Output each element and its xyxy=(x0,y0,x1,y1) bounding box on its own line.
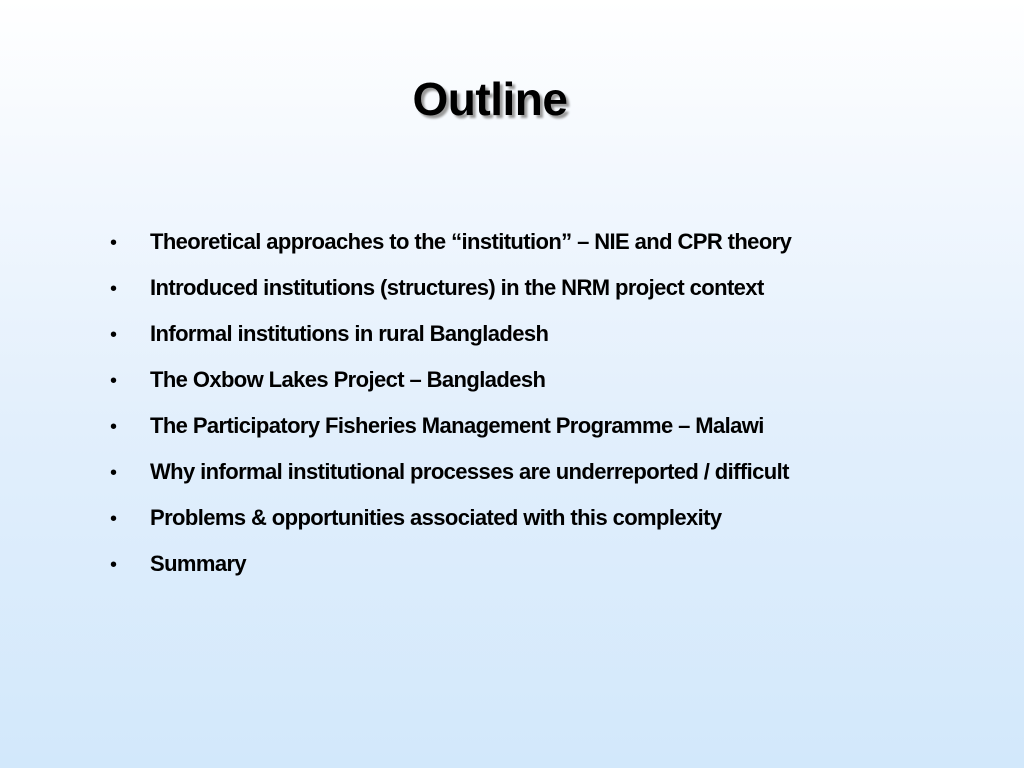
bullet-list xyxy=(110,222,990,590)
bullet-item xyxy=(110,268,990,314)
bullet-icon: • xyxy=(110,324,117,346)
bullet-text: Summary xyxy=(150,551,247,576)
bullet-item xyxy=(110,406,990,452)
bullet-icon: • xyxy=(110,416,117,438)
bullet-item xyxy=(110,452,990,498)
bullet-text: Introduced institutions (structures) in the NRM project context xyxy=(150,275,764,300)
bullet-icon: • xyxy=(110,508,117,530)
bullet-icon: • xyxy=(110,232,117,254)
bullet-icon: • xyxy=(110,370,117,392)
bullet-text: Informal institutions in rural Bangladesh xyxy=(150,321,549,346)
bullet-text: The Participatory Fisheries Management Programme – Malawi xyxy=(150,413,764,438)
bullet-text: Theoretical approaches to the “institution” – NIE and CPR theory xyxy=(150,229,792,254)
bullet-item xyxy=(110,314,990,360)
slide-title: Outline xyxy=(412,73,568,125)
bullet-text: Problems & opportunities associated with this complexity xyxy=(150,505,722,530)
bullet-icon: • xyxy=(110,462,117,484)
bullet-text: Why informal institutional processes are underreported / difficult xyxy=(150,459,789,484)
bullet-item xyxy=(110,544,990,590)
bullet-text: The Oxbow Lakes Project – Bangladesh xyxy=(150,367,546,392)
bullet-item xyxy=(110,360,990,406)
bullet-icon: • xyxy=(110,278,117,300)
bullet-item xyxy=(110,498,990,544)
bullet-item xyxy=(110,222,990,268)
bullet-icon: • xyxy=(110,554,117,576)
